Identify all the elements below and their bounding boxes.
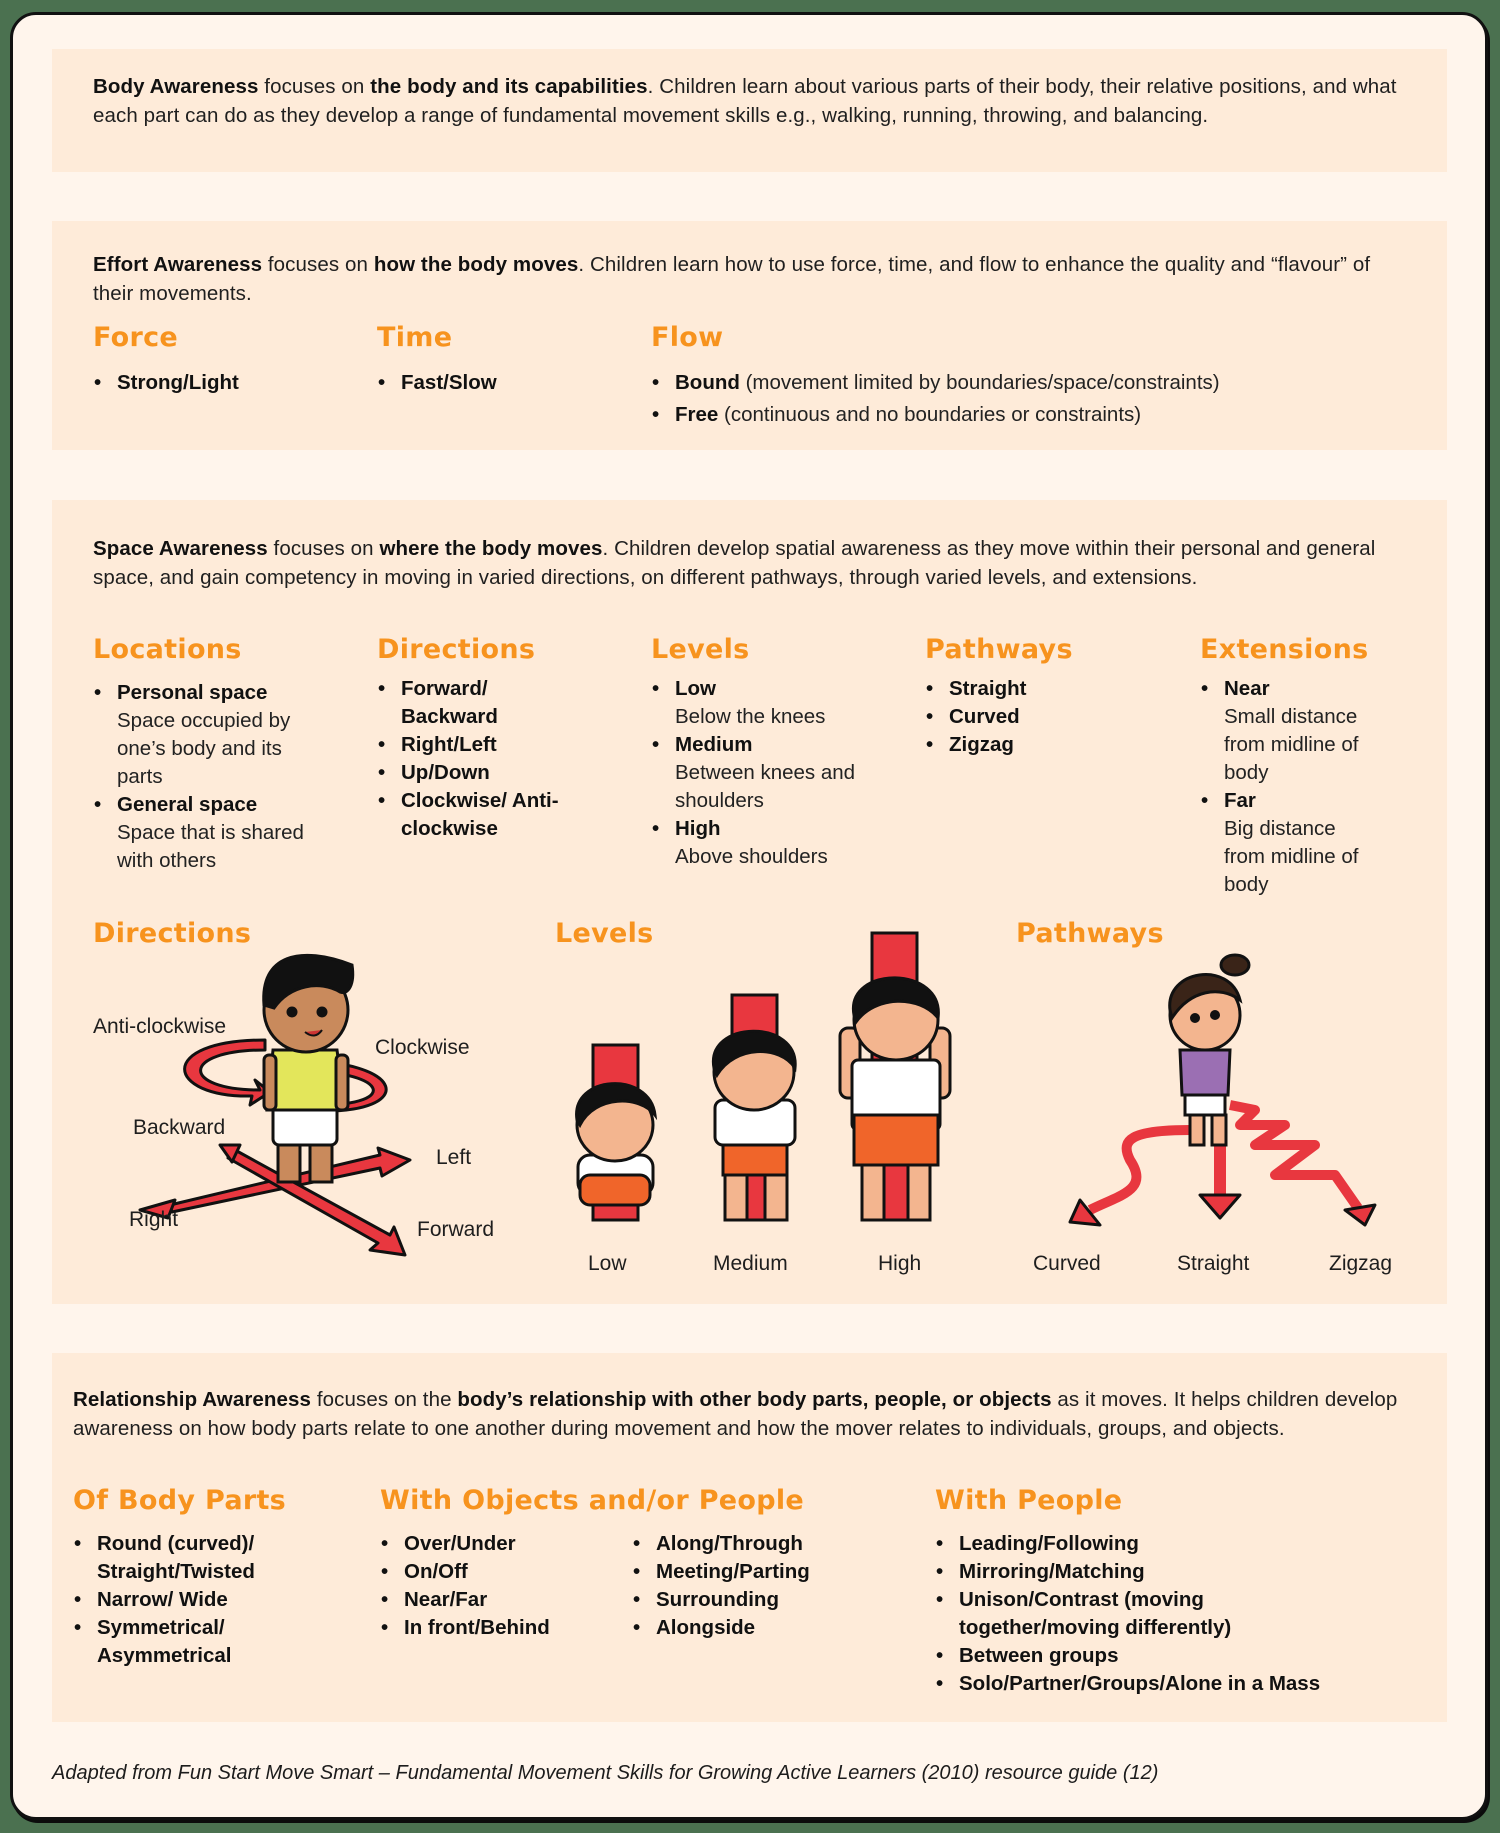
flow-list <box>651 367 1220 431</box>
list-item: • Strong/Light <box>93 367 239 399</box>
list-item: • Forward/ Backward <box>377 675 577 731</box>
list-item: • Unison/Contrast (moving together/moving differently) <box>935 1586 1275 1642</box>
label-medium: Medium <box>713 1252 788 1275</box>
boy-figure-icon <box>264 955 353 1182</box>
list-item: • Leading/Following <box>935 1530 1415 1558</box>
list-item: • Near Small distance from midline of body <box>1200 675 1375 787</box>
heading-with-people: With People <box>935 1485 1123 1516</box>
list-item: • Alongside <box>632 1614 892 1642</box>
illustration-heading-levels: Levels <box>555 918 654 949</box>
extensions-list <box>1200 675 1375 899</box>
label-backward: Backward <box>133 1116 226 1139</box>
levels-illustration <box>540 900 990 1230</box>
list-item: • Low Below the knees <box>651 675 891 731</box>
list-item: • In front/Behind <box>380 1614 620 1642</box>
illustration-heading-pathways: Pathways <box>1016 918 1164 949</box>
body-parts-list <box>73 1530 303 1670</box>
label-forward: Forward <box>417 1218 495 1241</box>
list-item: • Curved <box>925 703 1125 731</box>
list-item: • Up/Down <box>377 759 577 787</box>
list-item: • Meeting/Parting <box>632 1558 892 1586</box>
source-citation: Adapted from Fun Start Move Smart – Fundamental Movement Skills for Growing Active Learners (2010) resource guide (12) <box>52 1762 1159 1784</box>
label-curved: Curved <box>1033 1252 1101 1275</box>
objects-people-list-b <box>632 1530 892 1642</box>
zigzag-path-arrow-icon <box>1230 1105 1358 1208</box>
objects-people-list-a <box>380 1530 620 1642</box>
list-item: • Straight <box>925 675 1125 703</box>
label-high: High <box>878 1252 922 1275</box>
heading-flow: Flow <box>651 322 724 353</box>
label-anticlockwise: Anti-clockwise <box>93 1015 227 1038</box>
space-awareness-description: Space Awareness focuses on where the body moves. Children develop spatial awareness as they move within their personal and general space, and gain competency in moving in varied directions, on different pathways, through varied levels, and extensions. <box>93 537 1376 589</box>
list-item: • High Above shoulders <box>651 815 891 871</box>
list-item: • Narrow/ Wide <box>73 1586 303 1614</box>
list-item: • General space Space that is shared with others <box>93 791 323 875</box>
with-people-list <box>935 1530 1415 1698</box>
list-item: • Far Big distance from midline of body <box>1200 787 1375 899</box>
relationship-awareness-description: Relationship Awareness focuses on the body’s relationship with other body parts, people, or objects as it moves. It helps children develop awareness on how body parts relate to one another during movement and how the mover relates to individuals, groups, and objects. <box>73 1388 1398 1440</box>
list-item: • Mirroring/Matching <box>935 1558 1415 1586</box>
relationship-awareness-title: Relationship Awareness <box>73 1388 312 1411</box>
label-right: Right <box>129 1208 179 1231</box>
list-item: • Near/Far <box>380 1586 620 1614</box>
list-item: • Right/Left <box>377 731 577 759</box>
heading-of-body-parts: Of Body Parts <box>73 1485 287 1516</box>
list-item: • Round (curved)/ Straight/Twisted <box>73 1530 303 1586</box>
locations-list <box>93 679 323 875</box>
list-item: • Symmetrical/ Asymmetrical <box>73 1614 303 1670</box>
label-low: Low <box>588 1252 627 1275</box>
girl-figure-icon <box>1170 955 1249 1145</box>
effort-awareness-title: Effort Awareness <box>93 253 263 276</box>
curved-path-arrow-icon <box>1090 1130 1190 1210</box>
heading-extensions: Extensions <box>1200 634 1369 665</box>
body-awareness-title: Body Awareness <box>93 75 259 98</box>
heading-force: Force <box>93 322 179 353</box>
list-item: • Over/Under <box>380 1530 620 1558</box>
heading-locations: Locations <box>93 634 242 665</box>
list-item: • Medium Between knees and shoulders <box>651 731 891 815</box>
label-straight: Straight <box>1177 1252 1250 1275</box>
heading-time: Time <box>377 322 453 353</box>
pathways-list <box>925 675 1125 759</box>
illustration-heading-directions: Directions <box>93 918 252 949</box>
label-zigzag: Zigzag <box>1329 1252 1393 1275</box>
list-item: • Along/Through <box>632 1530 892 1558</box>
heading-pathways: Pathways <box>925 634 1073 665</box>
list-item: • Bound (movement limited by boundaries/space/constraints) <box>651 367 1220 399</box>
list-item: • Zigzag <box>925 731 1125 759</box>
list-item: • Personal space Space occupied by one’s body and its parts <box>93 679 323 791</box>
levels-list <box>651 675 891 871</box>
list-item: • Between groups <box>935 1642 1415 1670</box>
body-awareness-description: Body Awareness focuses on the body and its capabilities. Children learn about various parts of their body, their relative positions, and what each part can do as they develop a range of fundamental movement skills e.g., walking, running, throwing, and balancing. <box>93 75 1397 127</box>
directions-list <box>377 675 577 843</box>
space-awareness-title: Space Awareness <box>93 537 268 560</box>
list-item: • Free (continuous and no boundaries or constraints) <box>651 399 1220 431</box>
label-left: Left <box>436 1146 472 1169</box>
list-item: • Fast/Slow <box>377 367 497 399</box>
list-item: • Solo/Partner/Groups/Alone in a Mass <box>935 1670 1415 1698</box>
list-item: • Surrounding <box>632 1586 892 1614</box>
heading-levels: Levels <box>651 634 750 665</box>
list-item: • On/Off <box>380 1558 620 1586</box>
time-list <box>377 367 497 399</box>
heading-directions: Directions <box>377 634 536 665</box>
label-clockwise: Clockwise <box>375 1036 470 1059</box>
pathways-illustration <box>990 900 1460 1240</box>
heading-with-objects-people: With Objects and/or People <box>380 1485 805 1516</box>
list-item: • Clockwise/ Anti-clockwise <box>377 787 577 843</box>
force-list <box>93 367 239 399</box>
effort-awareness-description: Effort Awareness focuses on how the body moves. Children learn how to use force, time, and flow to enhance the quality and “flavour” of their movements. <box>93 253 1371 305</box>
